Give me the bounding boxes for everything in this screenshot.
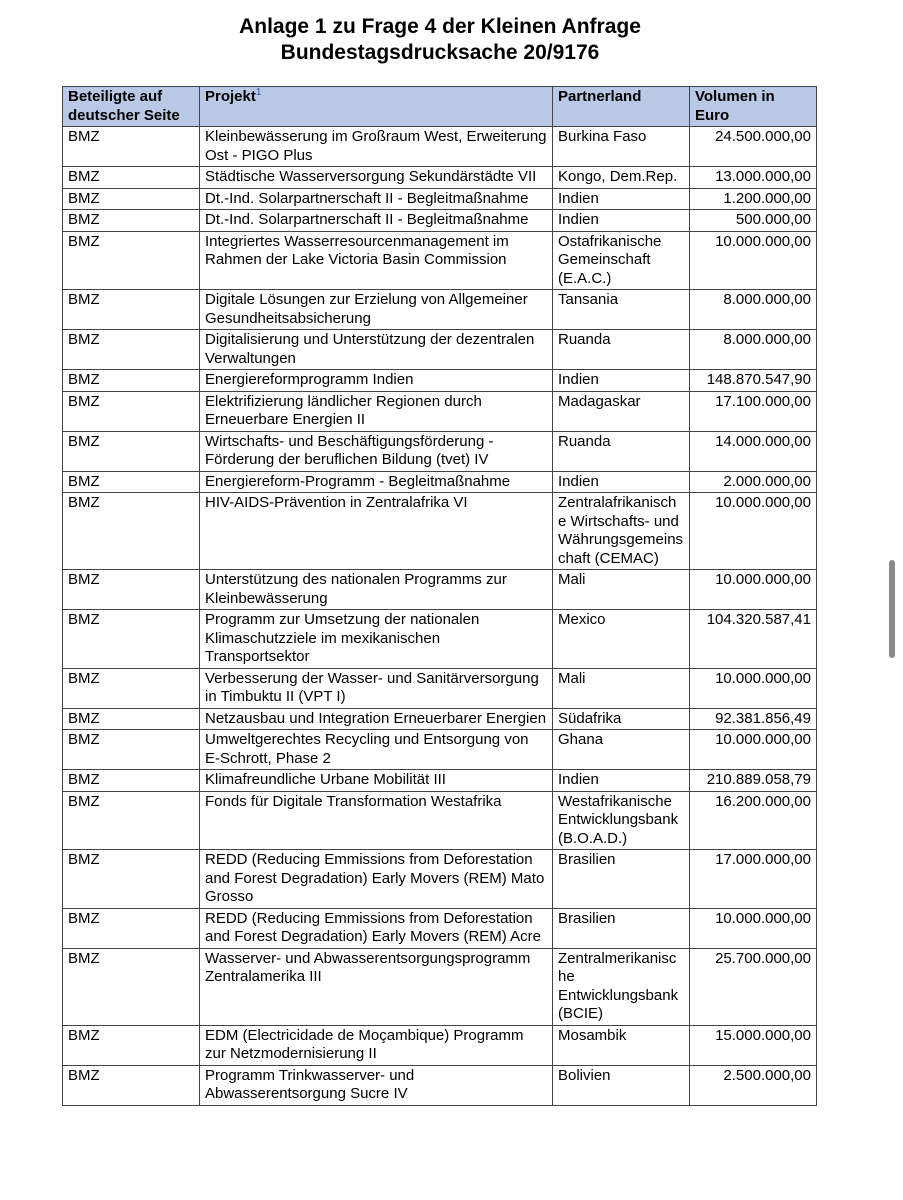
cell-country: Mali: [553, 668, 690, 708]
cell-participant: BMZ: [63, 770, 200, 792]
cell-participant: BMZ: [63, 493, 200, 570]
cell-project: Verbesserung der Wasser- und Sanitärversorgung in Timbuktu II (VPT I): [200, 668, 553, 708]
cell-project: Digitale Lösungen zur Erzielung von Allgemeiner Gesundheitsabsicherung: [200, 290, 553, 330]
cell-participant: BMZ: [63, 610, 200, 669]
footnote-link[interactable]: 1: [255, 87, 262, 98]
cell-participant: BMZ: [63, 167, 200, 189]
cell-volume: 16.200.000,00: [690, 791, 817, 850]
table-row: [63, 391, 817, 431]
cell-participant: BMZ: [63, 791, 200, 850]
cell-project: Integriertes Wasserresourcenmanagement im Rahmen der Lake Victoria Basin Commission: [200, 231, 553, 290]
cell-project: Klimafreundliche Urbane Mobilität III: [200, 770, 553, 792]
table-row: [63, 791, 817, 850]
cell-participant: BMZ: [63, 730, 200, 770]
cell-volume: 148.870.547,90: [690, 370, 817, 392]
table-row: [63, 770, 817, 792]
cell-participant: BMZ: [63, 1065, 200, 1105]
cell-project: Programm zur Umsetzung der nationalen Klimaschutzziele im mexikanischen Transportsektor: [200, 610, 553, 669]
cell-project: Kleinbewässerung im Großraum West, Erweiterung Ost - PIGO Plus: [200, 127, 553, 167]
cell-volume: 92.381.856,49: [690, 708, 817, 730]
header-volume: Volumen in Euro: [690, 87, 817, 127]
cell-project: Umweltgerechtes Recycling und Entsorgung von E-Schrott, Phase 2: [200, 730, 553, 770]
cell-volume: 24.500.000,00: [690, 127, 817, 167]
table-row: [63, 1025, 817, 1065]
cell-volume: 2.500.000,00: [690, 1065, 817, 1105]
cell-country: Indien: [553, 770, 690, 792]
cell-volume: 25.700.000,00: [690, 948, 817, 1025]
cell-volume: 8.000.000,00: [690, 290, 817, 330]
cell-project: Wasserver- und Abwasserentsorgungsprogramm Zentralamerika III: [200, 948, 553, 1025]
cell-country: Mali: [553, 570, 690, 610]
cell-participant: BMZ: [63, 391, 200, 431]
cell-participant: BMZ: [63, 210, 200, 232]
cell-participant: BMZ: [63, 708, 200, 730]
cell-volume: 10.000.000,00: [690, 668, 817, 708]
cell-participant: BMZ: [63, 330, 200, 370]
cell-participant: BMZ: [63, 471, 200, 493]
cell-volume: 10.000.000,00: [690, 570, 817, 610]
cell-volume: 14.000.000,00: [690, 431, 817, 471]
cell-country: Mexico: [553, 610, 690, 669]
table-row: [63, 1065, 817, 1105]
table-row: [63, 330, 817, 370]
cell-volume: 13.000.000,00: [690, 167, 817, 189]
table-row: [63, 493, 817, 570]
cell-participant: BMZ: [63, 948, 200, 1025]
table-row: [63, 908, 817, 948]
cell-project: Digitalisierung und Unterstützung der dezentralen Verwaltungen: [200, 330, 553, 370]
cell-volume: 104.320.587,41: [690, 610, 817, 669]
cell-country: Madagaskar: [553, 391, 690, 431]
cell-project: Netzausbau und Integration Erneuerbarer Energien: [200, 708, 553, 730]
cell-volume: 8.000.000,00: [690, 330, 817, 370]
cell-project: Programm Trinkwasserver- und Abwasserentsorgung Sucre IV: [200, 1065, 553, 1105]
cell-country: Bolivien: [553, 1065, 690, 1105]
cell-country: Ghana: [553, 730, 690, 770]
cell-project: Energiereform-Programm - Begleitmaßnahme: [200, 471, 553, 493]
cell-participant: BMZ: [63, 127, 200, 167]
cell-volume: 210.889.058,79: [690, 770, 817, 792]
cell-country: Zentralafrikanische Wirtschafts- und Währungsgemeinschaft (CEMAC): [553, 493, 690, 570]
header-participant: Beteiligte auf deutscher Seite: [63, 87, 200, 127]
cell-participant: BMZ: [63, 1025, 200, 1065]
cell-participant: BMZ: [63, 850, 200, 909]
table-row: [63, 708, 817, 730]
cell-country: Indien: [553, 210, 690, 232]
cell-volume: 15.000.000,00: [690, 1025, 817, 1065]
cell-volume: 10.000.000,00: [690, 730, 817, 770]
project-table: [62, 86, 817, 1106]
header-country: Partnerland: [553, 87, 690, 127]
table-row: [63, 730, 817, 770]
cell-participant: BMZ: [63, 908, 200, 948]
cell-country: Burkina Faso: [553, 127, 690, 167]
cell-participant: BMZ: [63, 668, 200, 708]
table-body: [63, 127, 817, 1106]
cell-project: Unterstützung des nationalen Programms zur Kleinbewässerung: [200, 570, 553, 610]
cell-country: Ostafrikanische Gemeinschaft (E.A.C.): [553, 231, 690, 290]
cell-country: Indien: [553, 370, 690, 392]
cell-country: Südafrika: [553, 708, 690, 730]
document-title: [0, 14, 880, 66]
cell-participant: BMZ: [63, 188, 200, 210]
table-row: [63, 431, 817, 471]
cell-project: Energiereformprogramm Indien: [200, 370, 553, 392]
cell-project: Elektrifizierung ländlicher Regionen durch Erneuerbare Energien II: [200, 391, 553, 431]
cell-volume: 2.000.000,00: [690, 471, 817, 493]
header-project: [200, 87, 553, 127]
header-project-label: Projekt: [205, 88, 256, 105]
title-line-1: Anlage 1 zu Frage 4 der Kleinen Anfrage: [239, 15, 641, 38]
table-row: [63, 850, 817, 909]
cell-volume: 500.000,00: [690, 210, 817, 232]
cell-project: Städtische Wasserversorgung Sekundärstädte VII: [200, 167, 553, 189]
cell-volume: 10.000.000,00: [690, 908, 817, 948]
cell-volume: 17.100.000,00: [690, 391, 817, 431]
cell-participant: BMZ: [63, 370, 200, 392]
table-row: [63, 167, 817, 189]
cell-country: Mosambik: [553, 1025, 690, 1065]
cell-project: Fonds für Digitale Transformation Westafrika: [200, 791, 553, 850]
table-row: [63, 471, 817, 493]
cell-volume: 10.000.000,00: [690, 231, 817, 290]
cell-country: Ruanda: [553, 431, 690, 471]
cell-country: Indien: [553, 188, 690, 210]
table-row: [63, 370, 817, 392]
cell-volume: 1.200.000,00: [690, 188, 817, 210]
scrollbar-thumb[interactable]: [889, 560, 895, 658]
cell-country: Zentralmerikanische Entwicklungsbank (BCIE): [553, 948, 690, 1025]
table-row: [63, 231, 817, 290]
cell-participant: BMZ: [63, 431, 200, 471]
cell-project: EDM (Electricidade de Moçambique) Programm zur Netzmodernisierung II: [200, 1025, 553, 1065]
table-row: [63, 188, 817, 210]
cell-project: Dt.-Ind. Solarpartnerschaft II - Begleitmaßnahme: [200, 188, 553, 210]
table-row: [63, 127, 817, 167]
cell-country: Ruanda: [553, 330, 690, 370]
cell-project: REDD (Reducing Emmissions from Deforestation and Forest Degradation) Early Movers (REM) Acre: [200, 908, 553, 948]
table-row: [63, 948, 817, 1025]
table-row: [63, 210, 817, 232]
cell-country: Brasilien: [553, 908, 690, 948]
cell-country: Westafrikanische Entwicklungsbank (B.O.A.D.): [553, 791, 690, 850]
cell-country: Indien: [553, 471, 690, 493]
table-header-row: [63, 87, 817, 127]
cell-project: HIV-AIDS-Prävention in Zentralafrika VI: [200, 493, 553, 570]
table-row: [63, 290, 817, 330]
cell-project: Wirtschafts- und Beschäftigungsförderung - Förderung der beruflichen Bildung (tvet) IV: [200, 431, 553, 471]
title-line-2: Bundestagsdrucksache 20/9176: [280, 41, 600, 64]
cell-country: Tansania: [553, 290, 690, 330]
table-row: [63, 668, 817, 708]
cell-volume: 17.000.000,00: [690, 850, 817, 909]
cell-country: Brasilien: [553, 850, 690, 909]
cell-project: Dt.-Ind. Solarpartnerschaft II - Begleitmaßnahme: [200, 210, 553, 232]
table-row: [63, 570, 817, 610]
table-row: [63, 610, 817, 669]
cell-participant: BMZ: [63, 290, 200, 330]
cell-project: REDD (Reducing Emmissions from Deforestation and Forest Degradation) Early Movers (REM) Mato Grosso: [200, 850, 553, 909]
cell-country: Kongo, Dem.Rep.: [553, 167, 690, 189]
cell-participant: BMZ: [63, 570, 200, 610]
cell-volume: 10.000.000,00: [690, 493, 817, 570]
cell-participant: BMZ: [63, 231, 200, 290]
